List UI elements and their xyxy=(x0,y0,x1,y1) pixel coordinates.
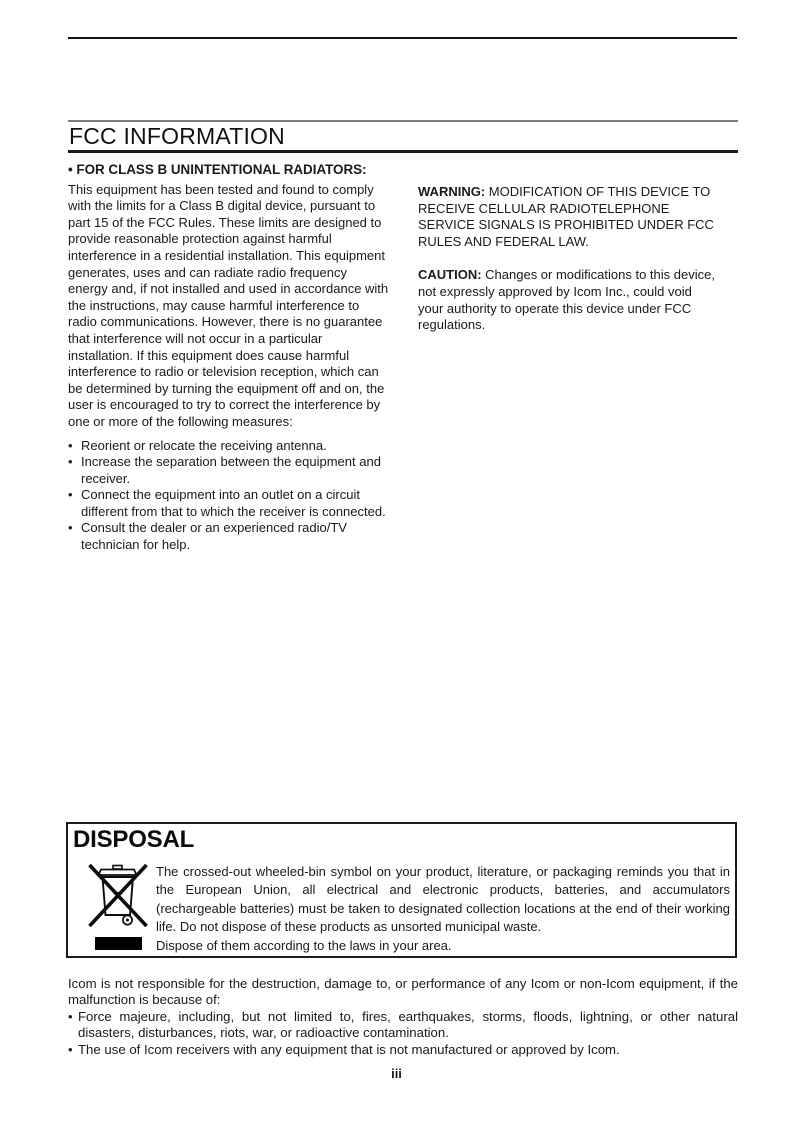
weee-solid-bar xyxy=(95,937,142,950)
list-item xyxy=(68,1009,738,1042)
list-item-text: Consult the dealer or an experienced radio/TV technician for help. xyxy=(81,520,347,553)
fcc-left-column xyxy=(68,162,389,554)
list-item xyxy=(68,438,389,455)
liability-section xyxy=(68,976,738,1058)
caution-text: Changes or modifications to this device, not expressly approved by Icom Inc., could void your authority to operate this device under FCC regulations. xyxy=(418,267,715,333)
list-item-text: Increase the separation between the equipment and receiver. xyxy=(81,454,381,486)
list-item-text: Reorient or relocate the receiving antenna. xyxy=(81,437,327,453)
disposal-title: DISPOSAL xyxy=(73,826,195,853)
warning-text: MODIFICATION OF THIS DEVICE TO RECEIVE CELLULAR RADIOTELEPHONE SERVICE SIGNALS IS PROHIBITED UNDER FCC RULES AND FEDERAL LAW. xyxy=(418,184,714,249)
class-b-heading: • FOR CLASS B UNINTENTIONAL RADIATORS: xyxy=(68,162,367,177)
bullet-marker: • xyxy=(68,1008,73,1024)
list-item xyxy=(68,520,389,553)
fcc-section-heading: FCC INFORMATION xyxy=(68,120,738,153)
list-item xyxy=(68,487,389,520)
list-item-text: The use of Icom receivers with any equipment that is not manufactured or approved by Icom. xyxy=(78,1041,620,1057)
liability-intro: Icom is not responsible for the destruction, damage to, or performance of any Icom or non-Icom equipment, if the malfunction is because of: xyxy=(68,976,738,1008)
list-item-text: Connect the equipment into an outlet on a circuit different from that to which the receiver is connected. xyxy=(81,487,386,519)
disposal-paragraph: The crossed-out wheeled-bin symbol on your product, literature, or packaging reminds you that in the European Union, all electrical and electronic products, batteries, and accumulators (rechargeable batteries) must be taken to designated collection locations at the end of their working life. Do not dispose of these products as unsorted municipal waste. xyxy=(156,864,730,935)
bullet-marker: • xyxy=(68,487,73,503)
bullet-marker: • xyxy=(68,1041,73,1057)
page-number: iii xyxy=(391,1066,402,1081)
bullet-marker: • xyxy=(68,454,73,470)
crossed-out-wheeled-bin-icon xyxy=(88,863,150,955)
bullet-marker: • xyxy=(68,437,73,453)
top-rule xyxy=(68,37,737,39)
list-item xyxy=(68,1042,738,1058)
fcc-measures-list xyxy=(68,438,389,554)
list-item xyxy=(68,454,389,487)
list-item-text: Force majeure, including, but not limited to, fires, earthquakes, storms, floods, lightning, or other natural disasters, disturbances, riots, war, or radioactive contamination. xyxy=(78,1008,738,1041)
disposal-text xyxy=(156,863,730,955)
disposal-note: Dispose of them according to the laws in your area. xyxy=(156,937,452,953)
warning-paragraph xyxy=(418,184,720,250)
fcc-right-column xyxy=(418,184,720,334)
fcc-body-paragraph: This equipment has been tested and found to comply with the limits for a Class B digital device, pursuant to part 15 of the FCC Rules. These limits are designed to provide reasonable protection against harmful interference in a residential installation. This equipment generates, uses and can radiate radio frequency energy and, if not installed and used in accordance with the instructions, may cause harmful interference to radio communications. However, there is no guarantee that interference will not occur in a particular installation. If this equipment does cause harmful interference to radio or television reception, which can be determined by turning the equipment off and on, the user is encouraged to try to correct the interference by one or more of the following measures: xyxy=(68,181,389,429)
caution-paragraph xyxy=(418,267,720,333)
disposal-content xyxy=(68,863,735,955)
bullet-marker: • xyxy=(68,520,73,536)
caution-label: CAUTION: xyxy=(418,267,482,283)
warning-label: WARNING: xyxy=(418,184,486,199)
disposal-box xyxy=(66,822,737,958)
